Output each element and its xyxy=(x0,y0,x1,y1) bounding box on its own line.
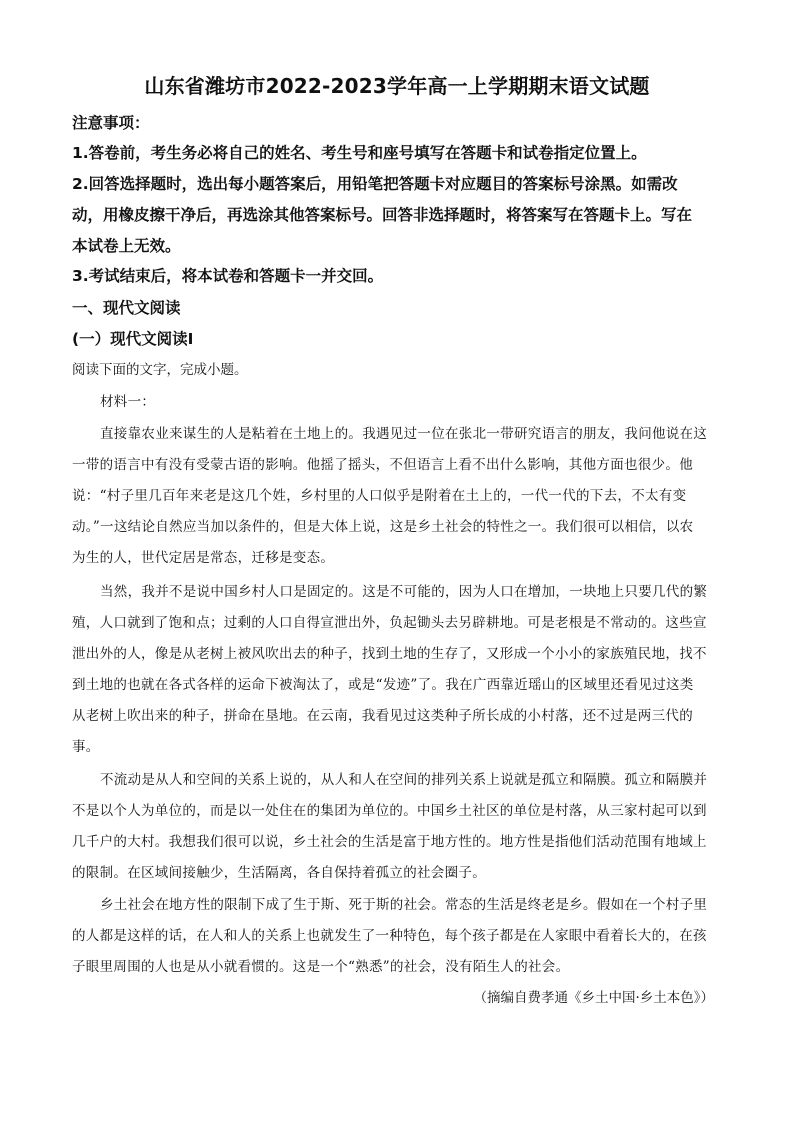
paragraph-line: 不流动是从人和空间的关系上说的，从人和人在空间的排列关系上说就是孤立和隔膜。孤立和隔膜并 xyxy=(100,772,708,788)
paragraph-line: 直接靠农业来谋生的人是粘着在土地上的。我遇见过一位在张北一带研究语言的朋友，我问他说在这 xyxy=(100,426,708,442)
paragraph-line: 从老树上吹出来的种子，拼命在垦地。在云南，我看见过这类种子所长成的小村落，还不过是两三代的 xyxy=(72,708,693,724)
paragraph-line: 动。”一这结论自然应当加以条件的，但是大体上说，这是乡土社会的特性之一。我们很可以相信，以农 xyxy=(72,519,694,535)
paragraph-line: 乡土社会在地方性的限制下成了生于斯、死于斯的社会。常态的生活是终老是乡。假如在一个村子里 xyxy=(100,897,708,913)
notice-heading: 注意事项： xyxy=(72,114,150,132)
notice-item-1: 1.答卷前，考生务必将自己的姓名、考生号和座号填写在答题卡和试卷指定位置上。 xyxy=(72,144,647,162)
paragraph-line: 当然，我并不是说中国乡村人口是固定的。这是不可能的，因为人口在增加，一块地上只要几代的繁 xyxy=(100,584,708,600)
material-label: 材料一： xyxy=(100,394,156,410)
paragraph-line: 子眼里周围的人也是从小就看惯的。这是一个“熟悉”的社会，没有陌生人的社会。 xyxy=(72,959,570,975)
section-subheading: (一）现代文阅读Ⅰ xyxy=(72,330,194,348)
section-heading: 一、现代文阅读 xyxy=(72,299,181,317)
paragraph-line: 的限制。在区域间接触少，生活隔离，各自保持着孤立的社会圈子。 xyxy=(72,865,486,881)
paragraph-line: 到土地的也就在各式各样的运命下被淘汰了，或是“发迹”了。我在广西靠近瑶山的区域里还看见过这类 xyxy=(72,677,694,693)
paragraph-line: 几千户的大村。我想我们很可以说，乡土社会的生活是富于地方性的。地方性是指他们活动范围有地域上 xyxy=(72,834,707,850)
paragraph-line: 一带的语言中有没有受蒙古语的影响。他摇了摇头，不但语言上看不出什么影响，其他方面也很少。他 xyxy=(72,457,693,473)
section-instruction: 阅读下面的文字，完成小题。 xyxy=(72,362,248,378)
notice-item-3: 3.考试结束后，将本试卷和答题卡一并交回。 xyxy=(72,267,384,285)
notice-item-2: 2.回答选择题时，选出每小题答案后，用铅笔把答题卡对应题目的答案标号涂黑。如需改 xyxy=(72,175,678,193)
paragraph-line: 的人都是这样的话，在人和人的关系上也就发生了一种特色，每个孩子都是在人家眼中看着长大的，在孩 xyxy=(72,928,707,944)
paragraph-line: 事。 xyxy=(72,739,100,755)
paragraph-line: 说：“村子里几百年来老是这几个姓，乡村里的人口似乎是附着在土上的，一代一代的下去，不太有变 xyxy=(72,488,687,504)
paragraph-line: 泄出外的人，像是从老树上被风吹出去的种子，找到土地的生存了，又形成一个小小的家族殖民地，找不 xyxy=(72,646,707,662)
source-citation: （摘编自费孝通《乡土中国·乡土本色》） xyxy=(473,990,714,1006)
paragraph-line: 为生的人，世代定居是常态，迁移是变态。 xyxy=(72,550,335,566)
paragraph-line: 殖，人口就到了饱和点；过剩的人口自得宣泄出外，负起锄头去另辟耕地。可是老根是不常动的。这些宣 xyxy=(72,615,707,631)
page-title: 山东省潍坊市2022-2023学年高一上学期期末语文试题 xyxy=(144,74,650,98)
paragraph-line: 不是以个人为单位的，而是以一处住在的集团为单位的。中国乡土社区的单位是村落，从三家村起可以到 xyxy=(72,803,707,819)
notice-item-2-end: 本试卷上无效。 xyxy=(72,237,181,255)
notice-item-2-cont: 动，用橡皮擦干净后，再选涂其他答案标号。回答非选择题时，将答案写在答题卡上。写在 xyxy=(72,206,693,224)
